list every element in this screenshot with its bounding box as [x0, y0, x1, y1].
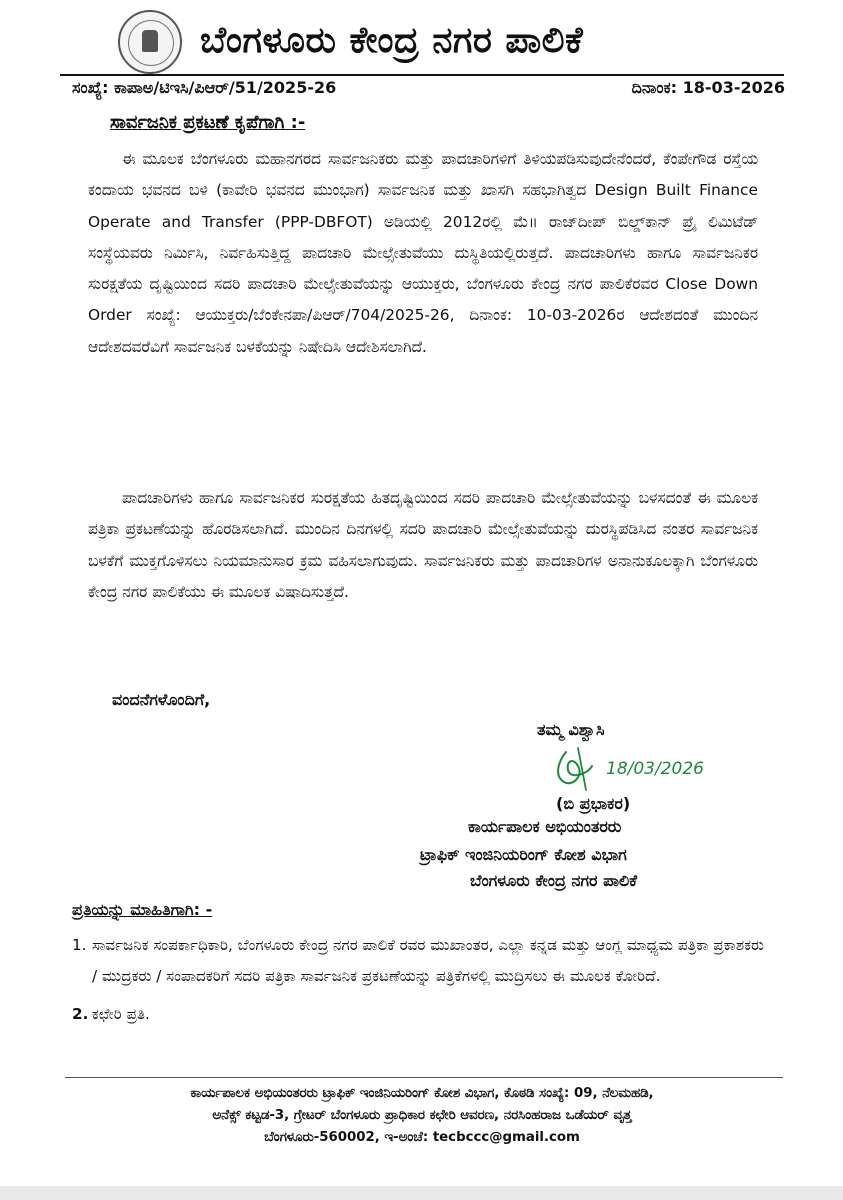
list-item	[72, 930, 772, 992]
signature-date: 18/03/2026	[606, 759, 704, 779]
footer-line-3	[60, 1127, 784, 1149]
org-title: ಬೆಂಗಳೂರು ಕೇಂದ್ರ ನಗರ ಪಾಲಿಕೆ	[200, 20, 584, 61]
handwritten-signature	[548, 744, 728, 794]
signatory-department: ಟ್ರಾಫಿಕ್ ಇಂಜಿನಿಯರಿಂಗ್ ಕೋಶ ವಿಭಾಗ	[420, 845, 627, 864]
signatory-designation: ಕಾರ್ಯಪಾಲಕ ಅಭಿಯಂತರರು	[468, 817, 622, 836]
signatory-name: (ಬಿ ಪ್ರಭಾಕರ)	[556, 794, 631, 813]
list-item-text: ಸಾರ್ವಜನಿಕ ಸಂಪರ್ಕಾಧಿಕಾರಿ, ಬೆಂಗಳೂರು ಕೇಂದ್ರ ನಗರ ಪಾಲಿಕೆ ರವರ ಮುಖಾಂತರ, ಎಲ್ಲಾ ಕನ್ನಡ ಮತ್ತು ಆಂಗ್ಲ ಮಾಧ್ಯಮ ಪತ್ರಿಕಾ ಪ್ರಕಾಶಕರು / ಮುದ್ರಕರು / ಸಂಪಾದಕರಿಗೆ ಸದರಿ ಪತ್ರಿಕಾ ಸಾರ್ವಜನಿಕ ಪ್ರಕಟಣೆಯನ್ನು ಪತ್ರಿಕೆಗಳಲ್ಲಿ ಮುದ್ರಿಸಲು ಈ ಮೂಲಕ ಕೋರಿದೆ.	[92, 936, 764, 985]
footer-email: tecbccc@gmail.com	[432, 1130, 580, 1145]
header-divider	[60, 74, 784, 76]
reference-number: ಸಂಖ್ಯೆ: ಕಾಪಾಅ/ಟಿಇಸಿ/ಪಿಆರ್/51/2025-26	[72, 78, 337, 97]
footer-line-2: ಅನೆಕ್ಸ್ ಕಟ್ಟಡ-3, ಗ್ರೇಟರ್ ಬೆಂಗಳೂರು ಪ್ರಾಧಿಕಾರ ಕಛೇರಿ ಆವರಣ, ನರಸಿಂಹರಾಜ ಒಡೆಯರ್ ವೃತ್ತ	[212, 1108, 632, 1123]
yours-faithfully: ತಮ್ಮ ವಿಶ್ವಾಸಿ	[537, 720, 605, 739]
footer-divider	[65, 1077, 783, 1078]
page-bottom-band	[0, 1186, 843, 1200]
footer-line-1: ಕಾರ್ಯಪಾಲಕ ಅಭಿಯಂತರರು ಟ್ರಾಫಿಕ್ ಇಂಜಿನಿಯರಿಂಗ್ ಕೋಶ ವಿಭಾಗ, ಕೊಠಡಿ ಸಂಖ್ಯೆ: 09, ನೆಲಮಹಡಿ,	[190, 1086, 654, 1101]
copy-to-heading: ಪ್ರತಿಯನ್ನು ಮಾಹಿತಿಗಾಗಿ: -	[72, 900, 213, 919]
closing-salutation: ವಂದನೆಗಳೊಂದಿಗೆ,	[112, 690, 211, 709]
list-item-number: 1.	[72, 936, 87, 954]
signatory-organization: ಬೆಂಗಳೂರು ಕೇಂದ್ರ ನಗರ ಪಾಲಿಕೆ	[470, 871, 637, 890]
letter-date: ದಿನಾಂಕ: 18-03-2026	[631, 78, 785, 97]
list-item-number: 2.	[72, 1005, 89, 1023]
footer-address	[60, 1083, 784, 1149]
copy-to-list	[72, 930, 772, 1026]
notice-paragraph-1: ಈ ಮೂಲಕ ಬೆಂಗಳೂರು ಮಹಾನಗರದ ಸಾರ್ವಜನಿಕರು ಮತ್ತು ಪಾದಚಾರಿಗಳಿಗೆ ತಿಳಿಯಪಡಿಸುವುದೇನೆಂದರೆ, ಕೆಂಪೇಗೌಡ ರಸ್ತೆಯ ಕಂದಾಯ ಭವನದ ಬಳಿ (ಕಾವೇರಿ ಭವನದ ಮುಂಭಾಗ) ಸಾರ್ವಜನಿಕ ಮತ್ತು ಖಾಸಗಿ ಸಹಭಾಗಿತ್ವದ Design Built Finance Operate and Transfer (PPP-DBFOT) ಅಡಿಯಲ್ಲಿ 2012ರಲ್ಲಿ ಮೆ॥ ರಾಜ್‌ದೀಪ್ ಬಿಲ್ಡ್‌ಕಾನ್ ಪ್ರೈ ಲಿಮಿಟೆಡ್ ಸಂಸ್ಥೆಯವರು ನಿರ್ಮಿಸಿ, ನಿರ್ವಹಿಸುತ್ತಿದ್ದ ಪಾದಚಾರಿ ಮೇಲ್ಸೇತುವೆಯು ದುಸ್ಥಿತಿಯಲ್ಲಿರುತ್ತದೆ. ಪಾದಚಾರಿಗಳು ಹಾಗೂ ಸಾರ್ವಜನಿಕರ ಸುರಕ್ಷತೆಯ ದೃಷ್ಟಿಯಿಂದ ಸದರಿ ಪಾದಚಾರಿ ಮೇಲ್ಸೇತುವೆಯನ್ನು ಆಯುಕ್ತರು, ಬೆಂಗಳೂರು ಕೇಂದ್ರ ನಗರ ಪಾಲಿಕೆರವರ Close Down Order ಸಂಖ್ಯೆ: ಆಯುಕ್ತರು/ಬೆಂಕೇನಪಾ/ಪಿಆರ್/704/2025-26, ದಿನಾಂಕ: 10-03-2026ರ ಆದೇಶದಂತೆ ಮುಂದಿನ ಆದೇಶದವರೆವಿಗೆ ಸಾರ್ವಜನಿಕ ಬಳಕೆಯನ್ನು ನಿಷೇದಿಸಿ ಆದೇಶಿಸಲಾಗಿದೆ.	[88, 150, 758, 356]
notice-paragraph-2: ಪಾದಚಾರಿಗಳು ಹಾಗೂ ಸಾರ್ವಜನಿಕರ ಸುರಕ್ಷತೆಯ ಹಿತದೃಷ್ಟಿಯಿಂದ ಸದರಿ ಪಾದಚಾರಿ ಮೇಲ್ಸೇತುವೆಯನ್ನು ಬಳಸದಂತೆ ಈ ಮೂಲಕ ಪತ್ರಿಕಾ ಪ್ರಕಟಣೆಯನ್ನು ಹೊರಡಿಸಲಾಗಿದೆ. ಮುಂದಿನ ದಿನಗಳಲ್ಲಿ ಸದರಿ ಪಾದಚಾರಿ ಮೇಲ್ಸೇತುವೆಯನ್ನು ದುರಸ್ಥಿಪಡಿಸಿದ ನಂತರ ಸಾರ್ವಜನಿಕ ಬಳಕೆಗೆ ಮುಕ್ತಗೊಳಿಸಲು ನಿಯಮಾನುಸಾರ ಕ್ರಮ ವಹಿಸಲಾಗುವುದು. ಸಾರ್ವಜನಿಕರು ಮತ್ತು ಪಾದಚಾರಿಗಳ ಅನಾನುಕೂಲಕ್ಕಾಗಿ ಬೆಂಗಳೂರು ಕೇಂದ್ರ ನಗರ ಪಾಲಿಕೆಯು ಈ ಮೂಲಕ ವಿಷಾದಿಸುತ್ತದೆ.	[88, 489, 758, 601]
list-item	[72, 1002, 772, 1026]
notice-heading: ಸಾರ್ವಜನಿಕ ಪ್ರಕಟಣೆ ಕೃಪೆಗಾಗಿ :-	[110, 112, 306, 133]
list-item-text: ಕಛೇರಿ ಪ್ರತಿ.	[92, 1005, 150, 1023]
signature-scribble	[548, 744, 728, 794]
bcc-emblem-logo	[118, 10, 182, 74]
footer-city: ಬೆಂಗಳೂರು-560002, ಇ-ಅಂಚೆ:	[264, 1130, 433, 1145]
